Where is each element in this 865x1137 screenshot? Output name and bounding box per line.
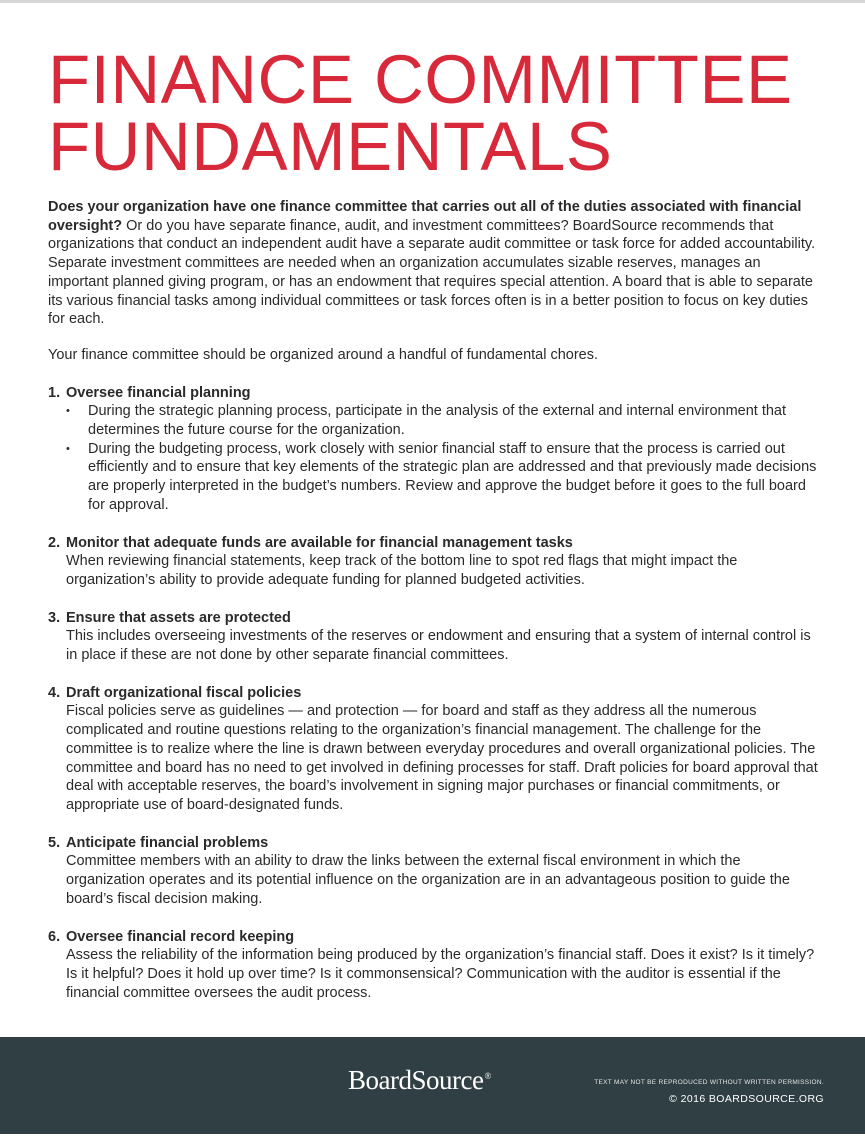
section-title: Oversee financial planning (66, 384, 251, 401)
footer-bar (0, 1037, 865, 1134)
section-body: When reviewing financial statements, keep track of the bottom line to spot red flags that might impact the organization’s ability to provide adequate funding for planned budgeted activities. (66, 553, 738, 588)
section-2 (48, 534, 818, 590)
section-number: 5. (48, 834, 61, 851)
section-heading (48, 609, 818, 628)
section-6 (48, 928, 818, 1003)
title-line-2: FUNDAMENTALS (48, 108, 613, 185)
section-number: 6. (48, 928, 61, 945)
intro-body-text: Or do you have separate finance, audit, and investment committees? BoardSource recommends that organizations that conduct an independent audit have a separate audit committee or task force for added accountability. Separate investment committees are needed when an organization accumulates sizable reserves, manages an important planned giving program, or has an endowment that requires special attention. A board that is able to separate its various financial tasks among individual committees or task forces often is in a better position to focus on key duties for each. (48, 217, 816, 328)
intro-paragraph (48, 198, 818, 329)
copyright-text: © 2016 BOARDSOURCE.ORG (669, 1093, 824, 1105)
section-number: 1. (48, 384, 61, 401)
section-heading (48, 684, 818, 703)
section-title: Oversee financial record keeping (66, 928, 295, 945)
bullet-list (66, 402, 818, 514)
section-body: Assess the reliability of the information being produced by the organization’s financial staff. Does it exist? Is it timely? Is it helpful? Does it hold up over time? Is it commonsensical? Communication with the auditor is essential if the financial committee oversees the audit process. (66, 947, 815, 1001)
section-title: Anticipate financial problems (66, 834, 269, 851)
section-heading (48, 834, 818, 853)
boardsource-logo (348, 1065, 491, 1096)
legal-notice: TEXT MAY NOT BE REPRODUCED WITHOUT WRITTEN PERMISSION. (594, 1079, 824, 1086)
section-number: 3. (48, 609, 61, 626)
section-number: 2. (48, 534, 61, 551)
section-body: Fiscal policies serve as guidelines — and protection — for board and staff as they address all the numerous complicated and routine questions relating to the organization’s financial management. The challenge for the committee is to realize where the line is drawn between everyday procedures and overall organizational policies. The committee and board has no need to get involved in defining processes for staff. Draft policies for board approval that deal with acceptable reserves, the board’s involvement in signing major purchases or financial commitments, or appropriate use of board-designated funds. (66, 703, 818, 813)
section-1 (48, 384, 818, 515)
list-item-text: During the budgeting process, work closely with senior financial staff to ensure that the process is carried out efficiently and to ensure that key elements of the strategic plan are addressed and that previously made decisions are properly interpreted in the budget’s numbers. Review and approve the budget before it goes to the full board for approval. (88, 440, 817, 513)
section-5 (48, 834, 818, 909)
page-title (48, 41, 818, 185)
document-page (48, 41, 818, 1002)
title-line-1: FINANCE COMMITTEE (48, 41, 793, 118)
bullet-icon: • (66, 405, 70, 418)
intro-bold-text: Does your organization have one finance committee that carries out all of the duties associated with financial oversight? (48, 199, 802, 234)
section-heading (48, 384, 818, 403)
section-number: 4. (48, 684, 61, 701)
section-body: Committee members with an ability to draw the links between the external fiscal environment in which the organization operates and its potential influence on the organization are in an advantageous position to guide the board’s fiscal decision making. (66, 853, 790, 907)
section-heading (48, 534, 818, 553)
lead-paragraph: Your finance committee should be organized around a handful of fundamental chores. (48, 346, 599, 363)
section-title: Ensure that assets are protected (66, 609, 291, 626)
section-4 (48, 684, 818, 815)
section-body: This includes overseeing investments of the reserves or endowment and ensuring that a system of internal control is in place if these are not done by other separate financial committees. (66, 628, 811, 664)
bullet-icon: • (66, 442, 70, 455)
list-item (66, 402, 818, 439)
section-title: Draft organizational fiscal policies (66, 684, 302, 701)
section-heading (48, 928, 818, 947)
list-item-text: During the strategic planning process, participate in the analysis of the external and internal environment that determines the future course for the organization. (88, 403, 787, 439)
top-border (0, 0, 865, 3)
list-item (66, 440, 818, 515)
section-title: Monitor that adequate funds are available for financial management tasks (66, 534, 573, 551)
registered-mark: ® (484, 1071, 491, 1081)
logo-text: BoardSource (348, 1065, 484, 1095)
section-3 (48, 609, 818, 665)
